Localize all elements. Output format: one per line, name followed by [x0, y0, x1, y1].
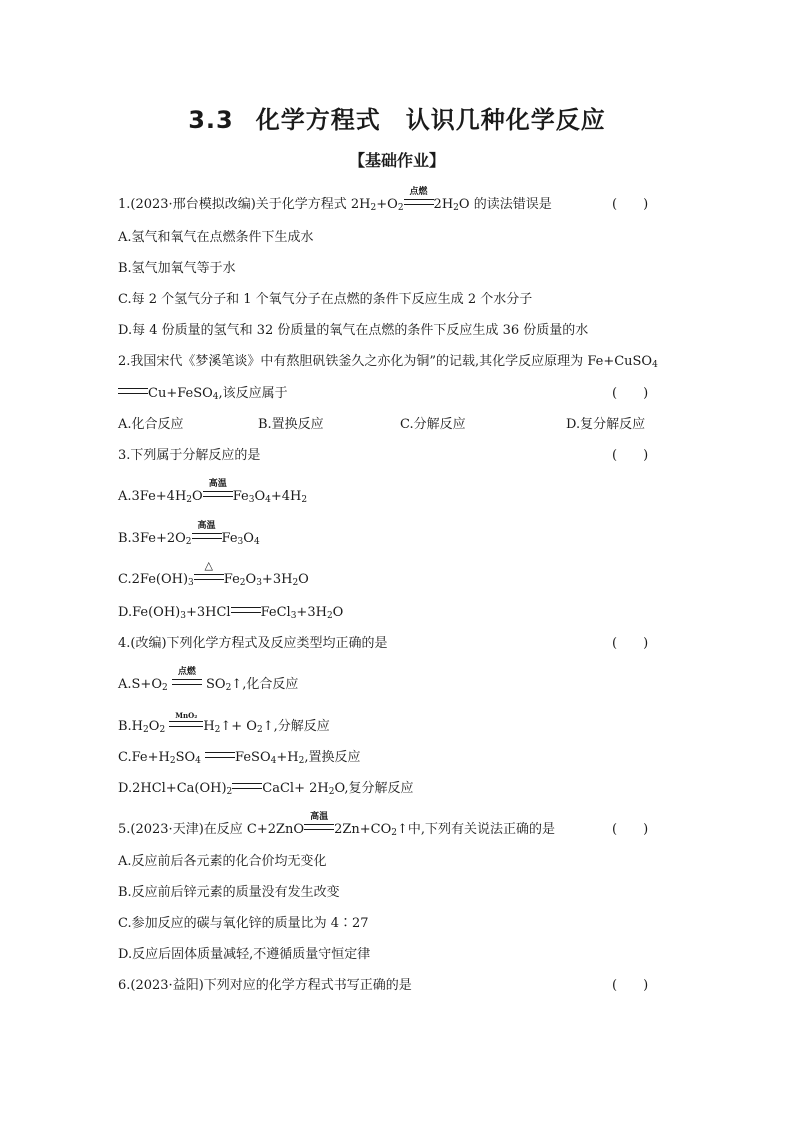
- q2-stem-line2: Cu+FeSO$_4$,该反应属于: [118, 385, 288, 403]
- q5-option-d[interactable]: D.反应后固体质量减轻,不遵循质量守恒定律: [118, 947, 371, 962]
- q2-option-a[interactable]: A.化合反应: [118, 417, 184, 432]
- page-title: [0, 100, 794, 135]
- q1-option-d[interactable]: D.每 4 份质量的氢气和 32 份质量的氧气在点燃的条件下反应生成 36 份质量的水: [118, 323, 589, 338]
- q4-stem: 4.(改编)下列化学方程式及反应类型均正确的是: [118, 636, 388, 651]
- q1-option-c[interactable]: C.每 2 个氢气分子和 1 个氧气分子在点燃的条件下反应生成 2 个水分子: [118, 292, 533, 307]
- section-number: 3.3: [188, 106, 234, 134]
- q5-option-c[interactable]: C.参加反应的碳与氧化锌的质量比为 4∶27: [118, 916, 369, 931]
- q4-answer-paren[interactable]: ( ): [612, 636, 649, 651]
- q4-option-c[interactable]: $C.Fe+H_2SO_4$ $FeSO_4+H_2$,置换反应: [118, 750, 361, 766]
- q3-answer-paren[interactable]: ( ): [612, 448, 649, 463]
- q5-option-b[interactable]: B.反应前后锌元素的质量没有发生改变: [118, 885, 340, 900]
- q3-stem: 3.下列属于分解反应的是: [118, 448, 261, 463]
- q6-answer-paren[interactable]: ( ): [612, 978, 649, 993]
- subtitle: 【基础作业】: [348, 151, 445, 170]
- q6-stem: 6.(2023·益阳)下列对应的化学方程式书写正确的是: [118, 978, 412, 993]
- q3-option-a[interactable]: $A.3Fe+4H_2O$ 高温 $Fe_3O_4+4H_2$: [118, 479, 308, 505]
- q3-option-c[interactable]: $C.2Fe(OH)_3$ △ $Fe_2O_3+3H_2O$: [118, 559, 309, 588]
- q2-answer-paren[interactable]: ( ): [612, 386, 649, 401]
- q5-answer-paren[interactable]: ( ): [612, 822, 649, 837]
- q3-option-d[interactable]: $D.Fe(OH)_3+3HCl$ $FeCl_3+3H_2O$: [118, 605, 344, 621]
- q2-option-b[interactable]: B.置换反应: [258, 417, 324, 432]
- q4-option-b[interactable]: $B.H_2O_2$ MnO₂ $H_2↑+$ $O_2↑$,分解反应: [118, 711, 330, 735]
- q5-stem: 5.(2023·天津)在反应 C+2ZnO 高温 $2Zn+CO_2↑$中,下列有关说法正确的是: [118, 812, 556, 838]
- q1-option-b[interactable]: B.氢气加氧气等于水: [118, 261, 236, 276]
- q1-condition: 点燃: [404, 196, 434, 214]
- q4-option-d[interactable]: $D.2HCl+Ca(OH)_2$ CaCl+ $2H_2O$,复分解反应: [118, 781, 414, 797]
- q1-option-a[interactable]: A.氢气和氧气在点燃条件下生成水: [118, 230, 314, 245]
- q2-stem-line1: 2.我国宋代《梦溪笔谈》中有熬胆矾铁釜久之亦化为铜”的记载,其化学反应原理为 Fe+CuSO$_4$: [118, 354, 658, 370]
- q4-option-a[interactable]: $A.S+O_2$ 点燃 $SO_2↑$,化合反应: [118, 667, 299, 693]
- q5-option-a[interactable]: A.反应前后各元素的化合价均无变化: [118, 854, 327, 869]
- q2-option-c[interactable]: C.分解反应: [400, 417, 466, 432]
- q2-option-d[interactable]: D.复分解反应: [566, 417, 646, 432]
- section-title: 化学方程式 认识几种化学反应: [255, 106, 606, 134]
- q1-stem: 1.(2023·邢台模拟改编)关于化学方程式 $2H_2+O_2$ 点燃 $2H_2O$ 的读法错误是: [118, 187, 552, 213]
- q1-answer-paren[interactable]: ( ): [612, 197, 649, 212]
- q3-option-b[interactable]: $B.3Fe+2O_2$ 高温 $Fe_3O_4$: [118, 521, 260, 547]
